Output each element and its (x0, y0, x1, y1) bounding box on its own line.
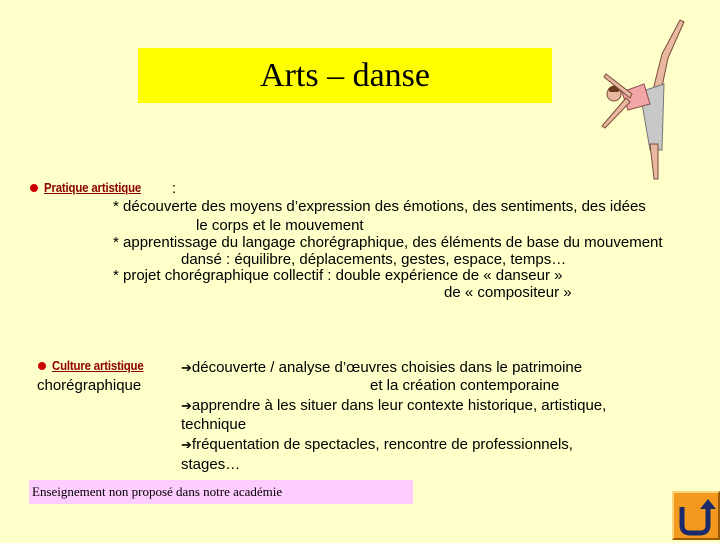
dancer-icon (592, 14, 692, 184)
heading-colon: : (172, 180, 177, 197)
return-button[interactable] (672, 491, 720, 540)
note-text: Enseignement non proposé dans notre académie (32, 484, 283, 499)
note-box (29, 480, 413, 504)
culture-line-3: ➔apprendre à les situer dans leur contexte historique, artistique, (181, 397, 607, 414)
pratique-line-2: le corps et le mouvement (196, 217, 364, 234)
right-arrow-icon: ➔ (181, 437, 192, 452)
section-heading-culture: Culture artistique (52, 358, 144, 373)
culture-line-5: ➔fréquentation de spectacles, rencontre de professionnels, (181, 436, 573, 453)
culture-line-4: technique (181, 416, 247, 433)
culture-line-1: ➔découverte / analyse d’œuvres choisies dans le patrimoine (181, 359, 583, 376)
return-u-turn-icon (674, 493, 718, 538)
pratique-line-4: dansé : équilibre, déplacements, gestes, espace, temps… (181, 251, 567, 268)
page-title: Arts – danse (260, 57, 430, 94)
pratique-line-1: * découverte des moyens d’expression des émotions, des sentiments, des idées (113, 198, 646, 215)
pratique-line-6: de « compositeur » (444, 284, 572, 301)
right-arrow-icon: ➔ (181, 398, 192, 413)
culture-line-2: et la création contemporaine (370, 377, 560, 394)
culture-left-word: chorégraphique (37, 377, 142, 394)
bullet-red-dot (38, 362, 46, 370)
section-heading-pratique: Pratique artistique (44, 180, 142, 195)
title-banner (138, 48, 552, 103)
bullet-red-dot (30, 184, 38, 192)
pratique-line-3: * apprentissage du langage chorégraphique, des éléments de base du mouvement (113, 234, 663, 251)
pratique-line-5: * projet chorégraphique collectif : double expérience de « danseur » (113, 267, 563, 284)
right-arrow-icon: ➔ (181, 360, 192, 375)
culture-line-6: stages… (181, 456, 241, 473)
